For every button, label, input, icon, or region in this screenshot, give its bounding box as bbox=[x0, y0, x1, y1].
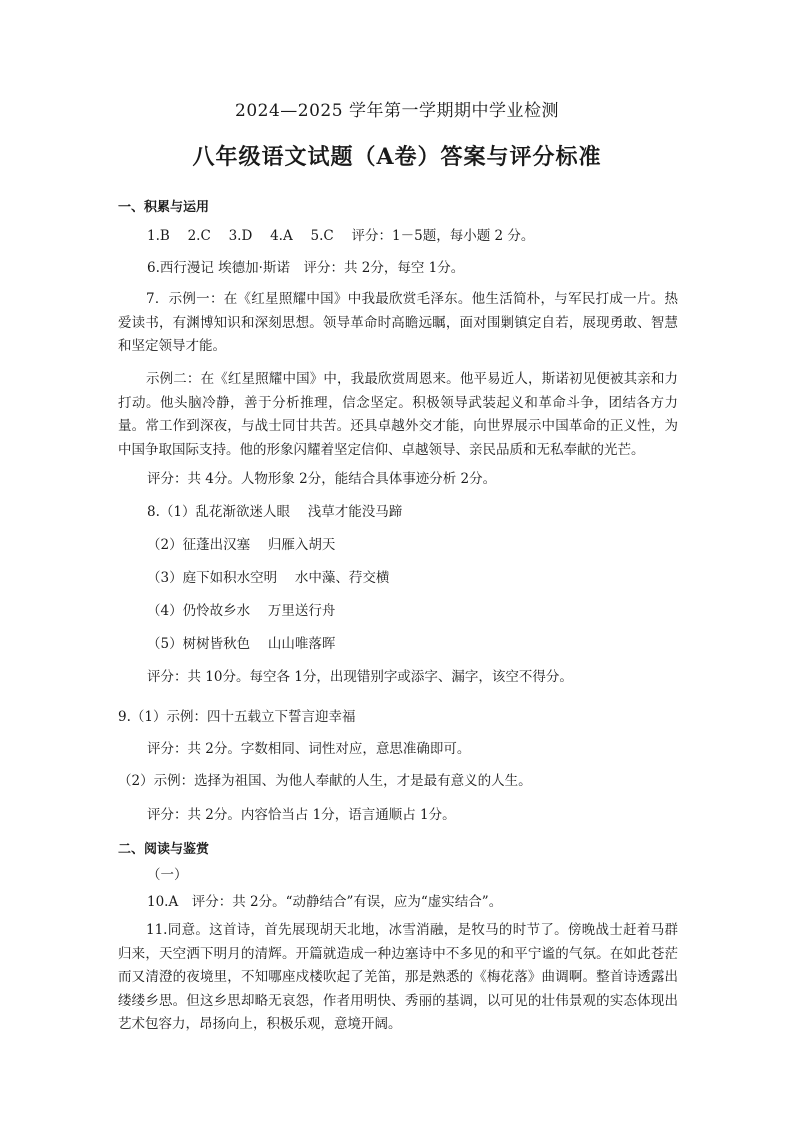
answer-q7-example2: 示例二：在《红星照耀中国》中，我最欣赏周恩来。他平易近人，斯诺初见便被其亲和力打动。他头脑冷静，善于分析推理，信念坚定。积极领导武装起义和革命斗争，团结各方力量。常工作到深夜，与战士同甘共苦。还具卓越外交才能，向世界展示中国革命的正义性，为中国争取国际支持。他的形象闪耀着坚定信仰、卓越领导、亲民品质和无私奉献的光芒。 bbox=[118, 371, 678, 458]
answer-q9-2: （2）示例：选择为祖国、为他人奉献的人生，才是最有意义的人生。 bbox=[118, 773, 532, 789]
section-heading-2: 二、阅读与鉴赏 bbox=[118, 842, 210, 857]
answer-q8-4: （4）仍怜故乡水 万里送行舟 bbox=[147, 603, 336, 619]
answer-q8-score: 评分：共 10分。每空各 1分，出现错别字或添字、漏字，该空不得分。 bbox=[147, 669, 573, 685]
answer-q1-5: 1.B 2.C 3.D 4.A 5.C 评分：1－5题，每小题 2 分。 bbox=[147, 228, 535, 244]
answer-q8-5: （5）树树皆秋色 山山唯落晖 bbox=[147, 636, 336, 652]
answer-q11: 11.同意。这首诗，首先展现胡天北地，冰雪消融，是牧马的时节了。傍晚战士赶着马群归来，天空洒下明月的清辉。开篇就造成一种边塞诗中不多见的和平宁谧的气氛。在如此苍茫而又清澄的夜境里，不知哪座戍楼吹起了羌笛，那是熟悉的《梅花落》曲调啊。整首诗透露出缕缕乡思。但这乡思却略无哀怨，作者用明快、秀丽的基调，以可见的壮伟景观的实态体现出艺术包容力，昂扬向上，积极乐观，意境开阔。 bbox=[118, 922, 678, 1032]
answer-q9-1: 9.（1）示例：四十五载立下誓言迎幸福 bbox=[118, 709, 356, 725]
exam-title: 2024—2025 学年第一学期期中学业检测 bbox=[235, 101, 559, 121]
answer-q10: 10.A 评分：共 2分。“动静结合”有误，应为“虚实结合”。 bbox=[147, 894, 503, 910]
answer-q8-2: （2）征蓬出汉塞 归雁入胡天 bbox=[147, 537, 336, 553]
answer-q7-score: 评分：共 4分。人物形象 2分，能结合具体事迹分析 2分。 bbox=[147, 471, 497, 487]
answer-q6: 6.西行漫记 埃德加·斯诺 评分：共 2分，每空 1分。 bbox=[147, 260, 465, 276]
section-heading-1: 一、积累与运用 bbox=[118, 200, 210, 215]
answer-q8-3: （3）庭下如积水空明 水中藻、荇交横 bbox=[147, 570, 390, 586]
answer-q7-example1: 7．示例一：在《红星照耀中国》中我最欣赏毛泽东。他生活简朴，与军民打成一片。热爱读书，有渊博知识和深刻思想。领导革命时高瞻远瞩，面对围剿镇定自若，展现勇敢、智慧和坚定领导才能。 bbox=[118, 291, 678, 354]
answer-q9-2-score: 评分：共 2分。内容恰当占 1分，语言通顺占 1分。 bbox=[147, 807, 456, 823]
answer-key-title: 八年级语文试题（A卷）答案与评分标准 bbox=[192, 144, 602, 170]
answer-q8-1: 8.（1）乱花渐欲迷人眼 浅草才能没马蹄 bbox=[147, 504, 403, 520]
part-1-label: （一） bbox=[147, 867, 188, 883]
answer-q9-1-score: 评分：共 2分。字数相同、词性对应，意思准确即可。 bbox=[147, 741, 471, 757]
